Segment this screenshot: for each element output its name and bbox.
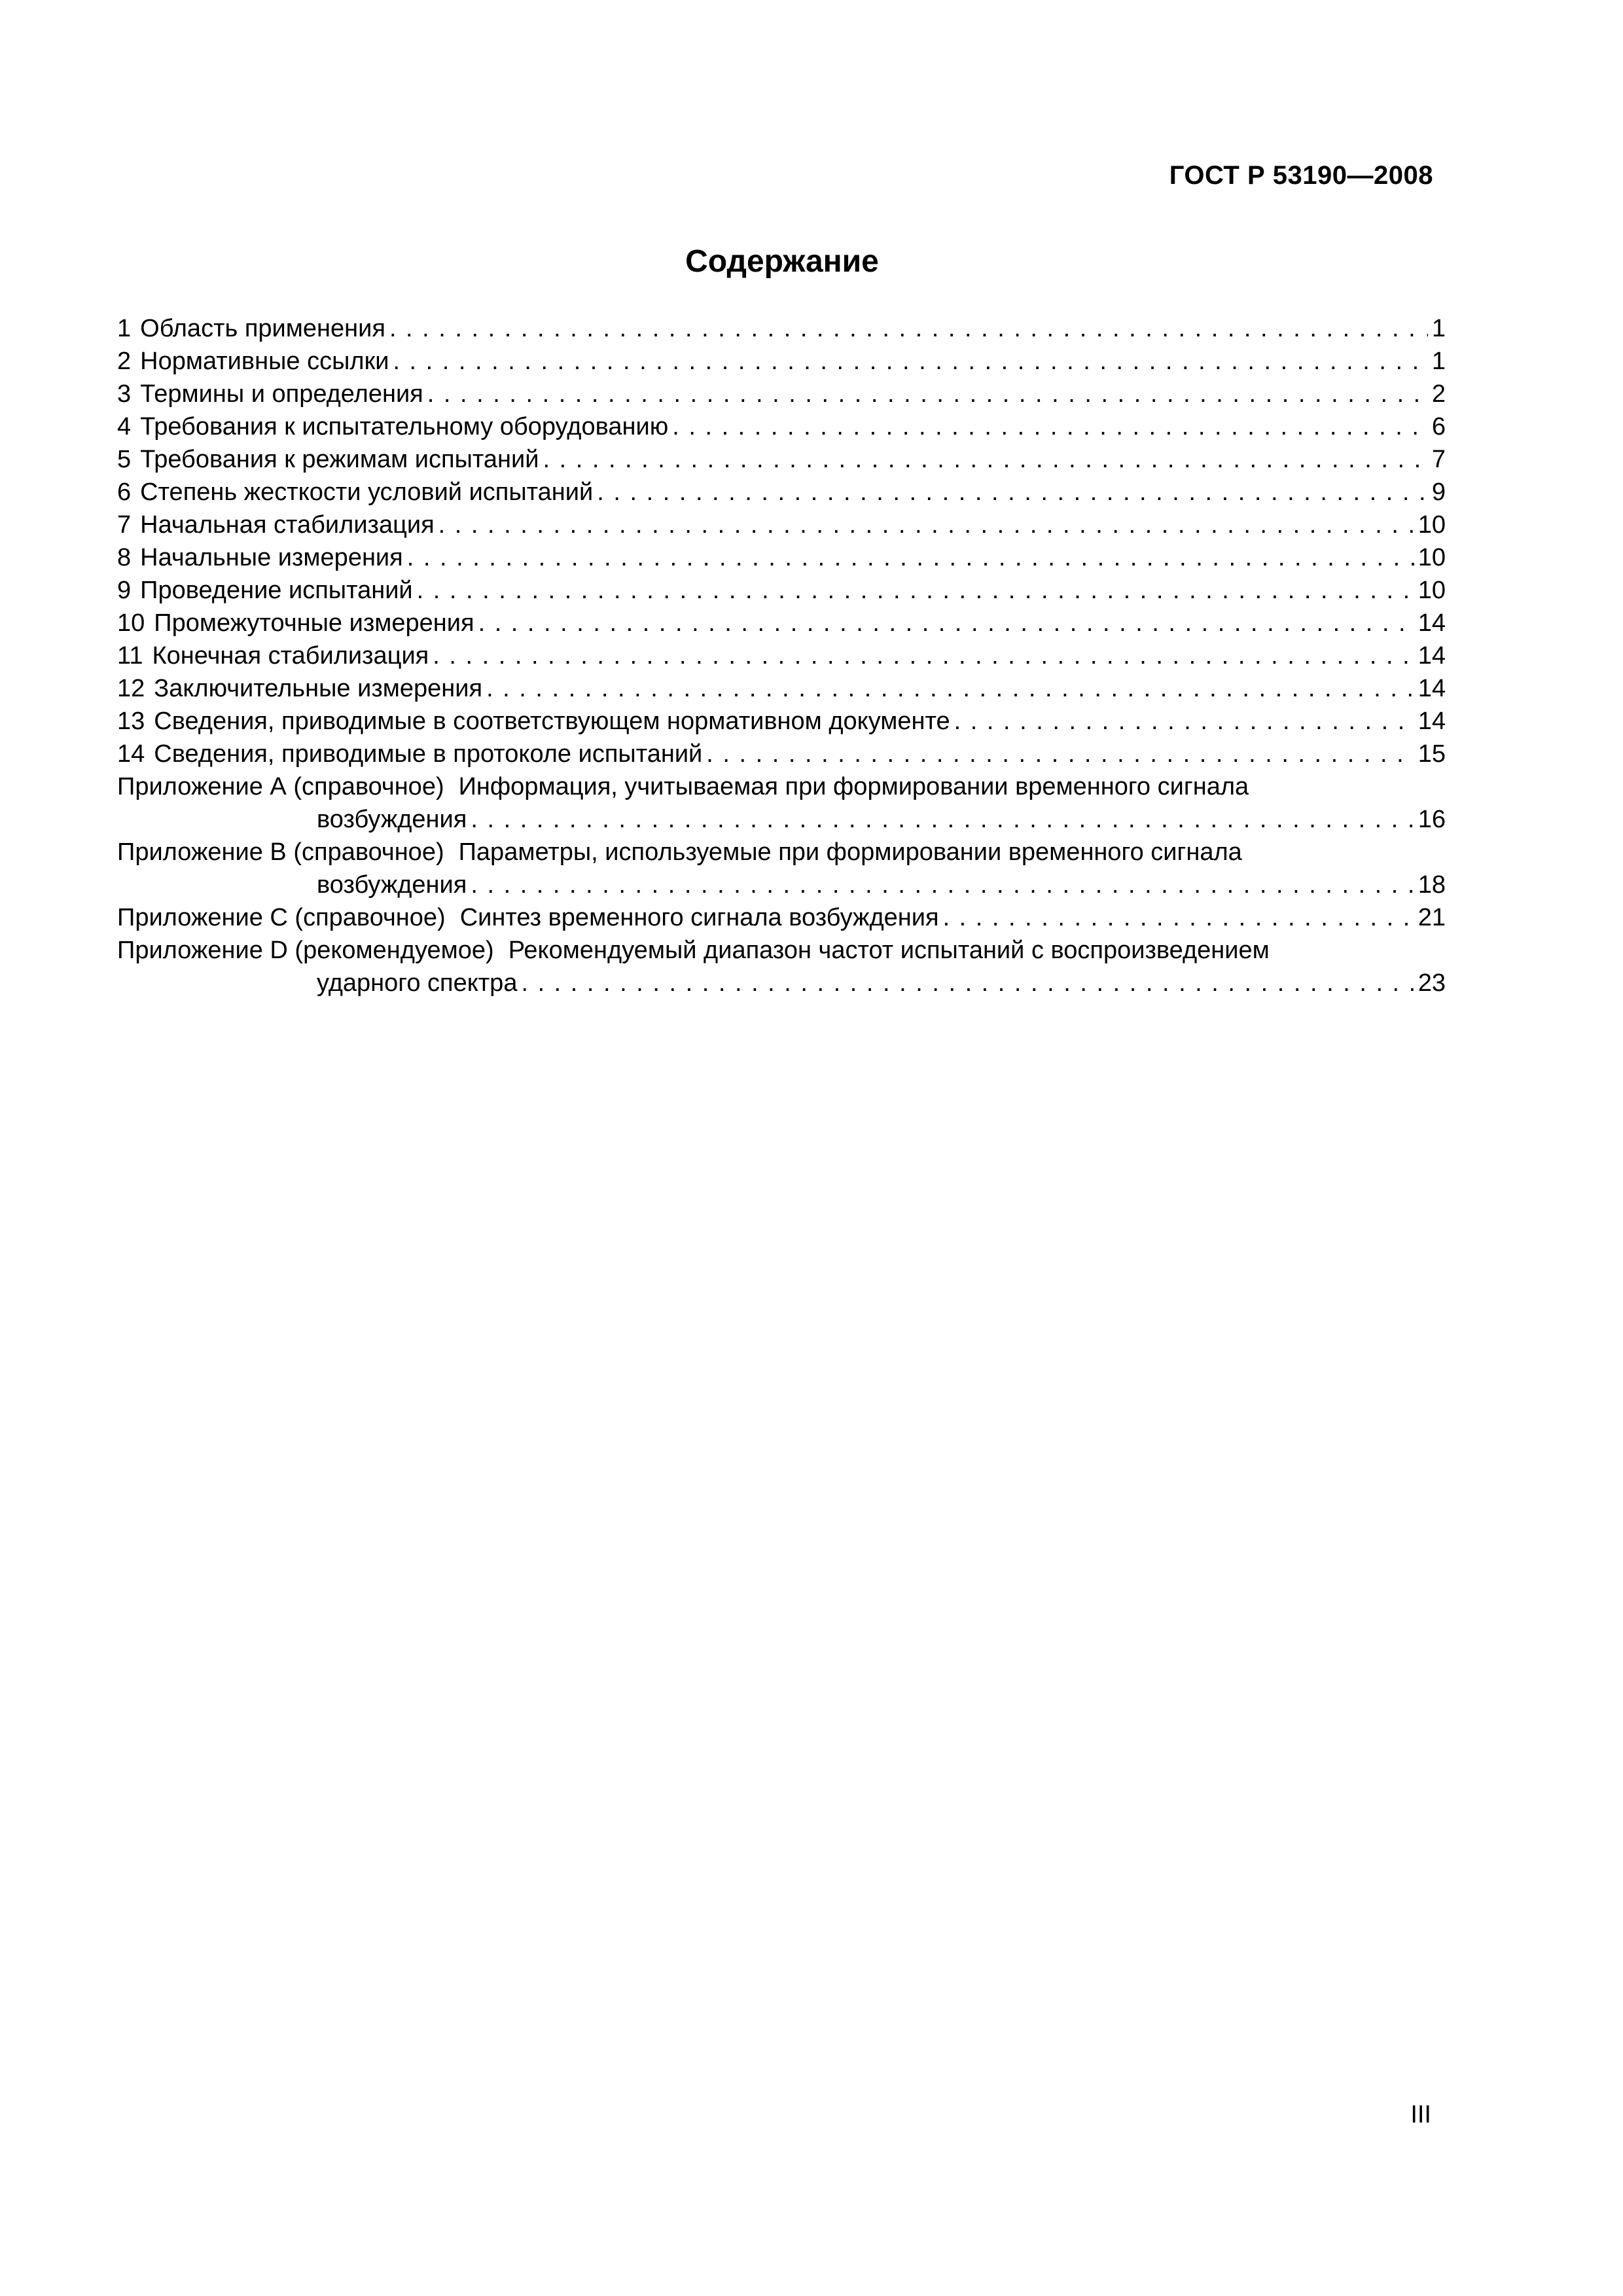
toc-entry[interactable] xyxy=(117,312,1446,345)
toc-entry-page: 14 xyxy=(1418,675,1446,702)
toc-annex-entry[interactable] xyxy=(117,901,1446,934)
dot-leader xyxy=(706,738,1414,770)
toc-entry-page: 7 xyxy=(1431,446,1446,473)
toc-entry-page: 10 xyxy=(1418,577,1446,604)
toc-entry-page: 15 xyxy=(1418,740,1446,768)
annex-title-continuation xyxy=(117,803,1446,836)
toc-title: Содержание xyxy=(685,244,879,279)
toc-annex-entry[interactable] xyxy=(117,934,1446,999)
dot-leader xyxy=(486,672,1414,705)
toc-entry-title: Требования к режимам испытаний xyxy=(140,446,539,473)
toc-entry-title: Начальная стабилизация xyxy=(140,511,435,539)
annex-title: Информация, учитываемая при формировании временного сигнала xyxy=(458,773,1249,800)
toc-entry-number: 7 xyxy=(117,511,132,539)
toc-entry-number: 2 xyxy=(117,348,132,375)
dot-leader xyxy=(597,476,1428,509)
annex-title-line xyxy=(117,934,1446,967)
toc-entry-title: Проведение испытаний xyxy=(140,577,413,604)
toc-entry-number: 12 xyxy=(117,675,145,702)
toc-entry-title: Нормативные ссылки xyxy=(140,348,389,375)
dot-leader xyxy=(471,869,1414,901)
toc-entry-page: 9 xyxy=(1431,478,1446,506)
toc-entry-number: 14 xyxy=(117,740,145,768)
toc-entry-title: Конечная стабилизация xyxy=(152,642,429,670)
toc-entry-page: 14 xyxy=(1418,642,1446,670)
dot-leader xyxy=(407,541,1414,574)
dot-leader xyxy=(393,345,1427,378)
toc-entry[interactable] xyxy=(117,509,1446,541)
toc-entry-page: 10 xyxy=(1418,511,1446,539)
annex-label: Приложение В (справочное) xyxy=(117,838,444,866)
dot-leader xyxy=(389,312,1428,345)
toc-entry[interactable] xyxy=(117,541,1446,574)
annex-label: Приложение А (справочное) xyxy=(117,773,444,800)
toc-entry-number: 11 xyxy=(117,642,143,670)
toc-entry-page: 10 xyxy=(1418,544,1446,571)
toc-entry[interactable] xyxy=(117,476,1446,509)
toc-entry[interactable] xyxy=(117,672,1446,705)
annex-title: Синтез временного сигнала возбуждения xyxy=(459,904,939,931)
toc-entry[interactable] xyxy=(117,705,1446,738)
annex-title: Рекомендуемый диапазон частот испытаний с воспроизведением xyxy=(508,937,1270,964)
dot-leader xyxy=(943,901,1414,934)
toc-entry-title: Промежуточные измерения xyxy=(154,609,474,637)
toc-entry[interactable] xyxy=(117,378,1446,410)
toc-entry-number: 4 xyxy=(117,413,132,440)
toc-entry-number: 10 xyxy=(117,609,145,637)
dot-leader xyxy=(417,574,1414,607)
toc-entry-title: Сведения, приводимые в соответствующем нормативном документе xyxy=(154,708,950,735)
toc-entry-page: 14 xyxy=(1418,708,1446,735)
toc-entry-page: 1 xyxy=(1431,348,1446,375)
annex-title-line xyxy=(117,836,1446,869)
toc-entry[interactable] xyxy=(117,410,1446,443)
dot-leader xyxy=(433,639,1414,672)
toc-entry[interactable] xyxy=(117,607,1446,639)
toc-entry-page: 6 xyxy=(1431,413,1446,440)
dot-leader xyxy=(521,967,1414,999)
toc-entry-title: Начальные измерения xyxy=(140,544,403,571)
annex-title-continued: ударного спектра xyxy=(317,969,518,997)
annex-label: Приложение С (справочное) xyxy=(117,904,446,931)
dot-leader xyxy=(543,443,1427,476)
annex-title-line xyxy=(117,770,1446,803)
toc-entry-page: 16 xyxy=(1418,806,1446,833)
annex-title: Параметры, используемые при формировании временного сигнала xyxy=(458,838,1242,866)
toc-entry-number: 8 xyxy=(117,544,132,571)
toc-entry-number: 3 xyxy=(117,380,132,408)
table-of-contents xyxy=(117,312,1446,999)
toc-entry-title: Термины и определения xyxy=(140,380,423,408)
toc-entry-page: 23 xyxy=(1418,969,1446,997)
annex-title-continued: возбуждения xyxy=(317,871,467,899)
toc-entry-title: Заключительные измерения xyxy=(154,675,483,702)
toc-entry-number: 13 xyxy=(117,708,145,735)
dot-leader xyxy=(438,509,1414,541)
dot-leader xyxy=(478,607,1414,639)
toc-annex-entry[interactable] xyxy=(117,836,1446,901)
toc-entry-title: Область применения xyxy=(140,315,385,342)
toc-entry-title: Сведения, приводимые в протоколе испытаний xyxy=(154,740,703,768)
toc-entry[interactable] xyxy=(117,345,1446,378)
toc-entry-page: 21 xyxy=(1418,904,1446,931)
dot-leader xyxy=(672,410,1428,443)
toc-entry[interactable] xyxy=(117,574,1446,607)
toc-entry-number: 5 xyxy=(117,446,132,473)
toc-entry-number: 1 xyxy=(117,315,132,342)
annex-title-continued: возбуждения xyxy=(317,806,467,833)
toc-entry[interactable] xyxy=(117,639,1446,672)
toc-entry-page: 1 xyxy=(1431,315,1446,342)
toc-entry[interactable] xyxy=(117,443,1446,476)
toc-annex-entry[interactable] xyxy=(117,770,1446,836)
dot-leader xyxy=(954,705,1414,738)
toc-entry-title: Требования к испытательному оборудованию xyxy=(140,413,669,440)
toc-entry-number: 9 xyxy=(117,577,132,604)
annex-title-continuation xyxy=(117,967,1446,999)
toc-entry[interactable] xyxy=(117,738,1446,770)
dot-leader xyxy=(471,803,1414,836)
document-code: ГОСТ Р 53190—2008 xyxy=(1169,161,1433,190)
annex-label: Приложение D (рекомендуемое) xyxy=(117,937,494,964)
toc-entry-page: 14 xyxy=(1418,609,1446,637)
page-number: III xyxy=(1410,2101,1431,2128)
toc-entry-title: Степень жесткости условий испытаний xyxy=(140,478,594,506)
toc-entry-page: 2 xyxy=(1431,380,1446,408)
toc-entry-page: 18 xyxy=(1418,871,1446,899)
toc-entry-number: 6 xyxy=(117,478,132,506)
dot-leader xyxy=(427,378,1428,410)
annex-title-continuation xyxy=(117,869,1446,901)
